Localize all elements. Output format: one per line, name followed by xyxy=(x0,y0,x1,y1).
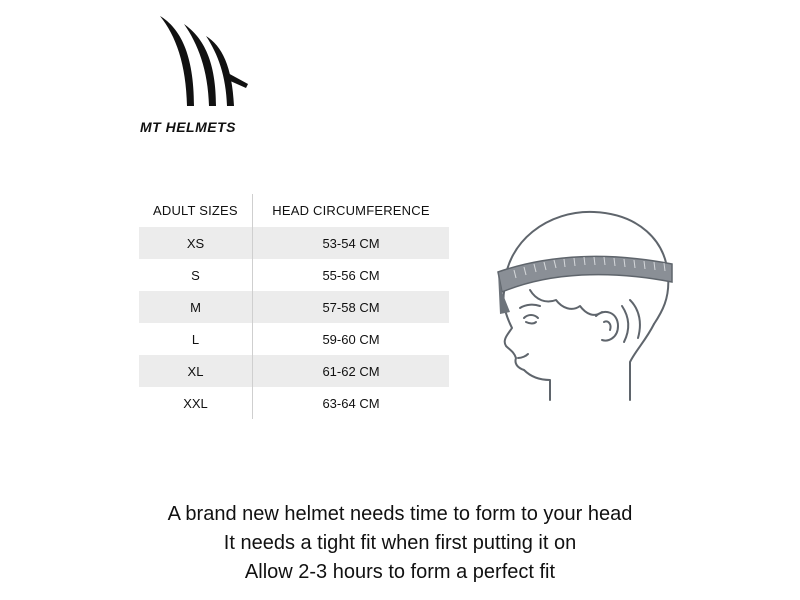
mt-logo-mark-icon xyxy=(154,14,254,112)
brand-wordmark xyxy=(138,118,278,136)
size-chart-table xyxy=(139,194,449,419)
instruction-line-2: It needs a tight fit when first putting it on xyxy=(223,532,577,554)
table-header-row xyxy=(139,194,449,227)
column-header-adult-sizes: ADULT SIZES xyxy=(139,194,253,227)
circumference-cell: 59-60 CM xyxy=(322,331,380,347)
head-measuring-tape-icon xyxy=(490,200,680,410)
size-cell: XXL xyxy=(139,387,253,419)
table-row xyxy=(139,227,449,259)
circumference-cell: 55-56 CM xyxy=(322,267,380,283)
table-row xyxy=(139,291,449,323)
table-row xyxy=(139,355,449,387)
instruction-line-1: A brand new helmet needs time to form to your head xyxy=(167,503,633,525)
table-row xyxy=(139,323,449,355)
fit-instructions xyxy=(0,500,800,587)
instruction-line-3: Allow 2-3 hours to form a perfect fit xyxy=(244,561,556,583)
size-cell: M xyxy=(139,291,253,323)
circumference-cell: 57-58 CM xyxy=(253,291,450,323)
table-row xyxy=(139,387,449,419)
brand-name: MT HELMETS xyxy=(140,119,236,135)
size-cell: XS xyxy=(139,227,253,259)
table-row xyxy=(139,259,449,291)
size-cell: XL xyxy=(139,355,253,387)
size-cell: L xyxy=(139,323,253,355)
brand-logo xyxy=(138,14,278,144)
circumference-cell: 63-64 CM xyxy=(322,395,380,411)
circumference-cell: 61-62 CM xyxy=(253,355,450,387)
size-cell: S xyxy=(139,259,253,291)
circumference-cell: 53-54 CM xyxy=(253,227,450,259)
column-header-head-circumference: HEAD CIRCUMFERENCE xyxy=(272,203,430,218)
